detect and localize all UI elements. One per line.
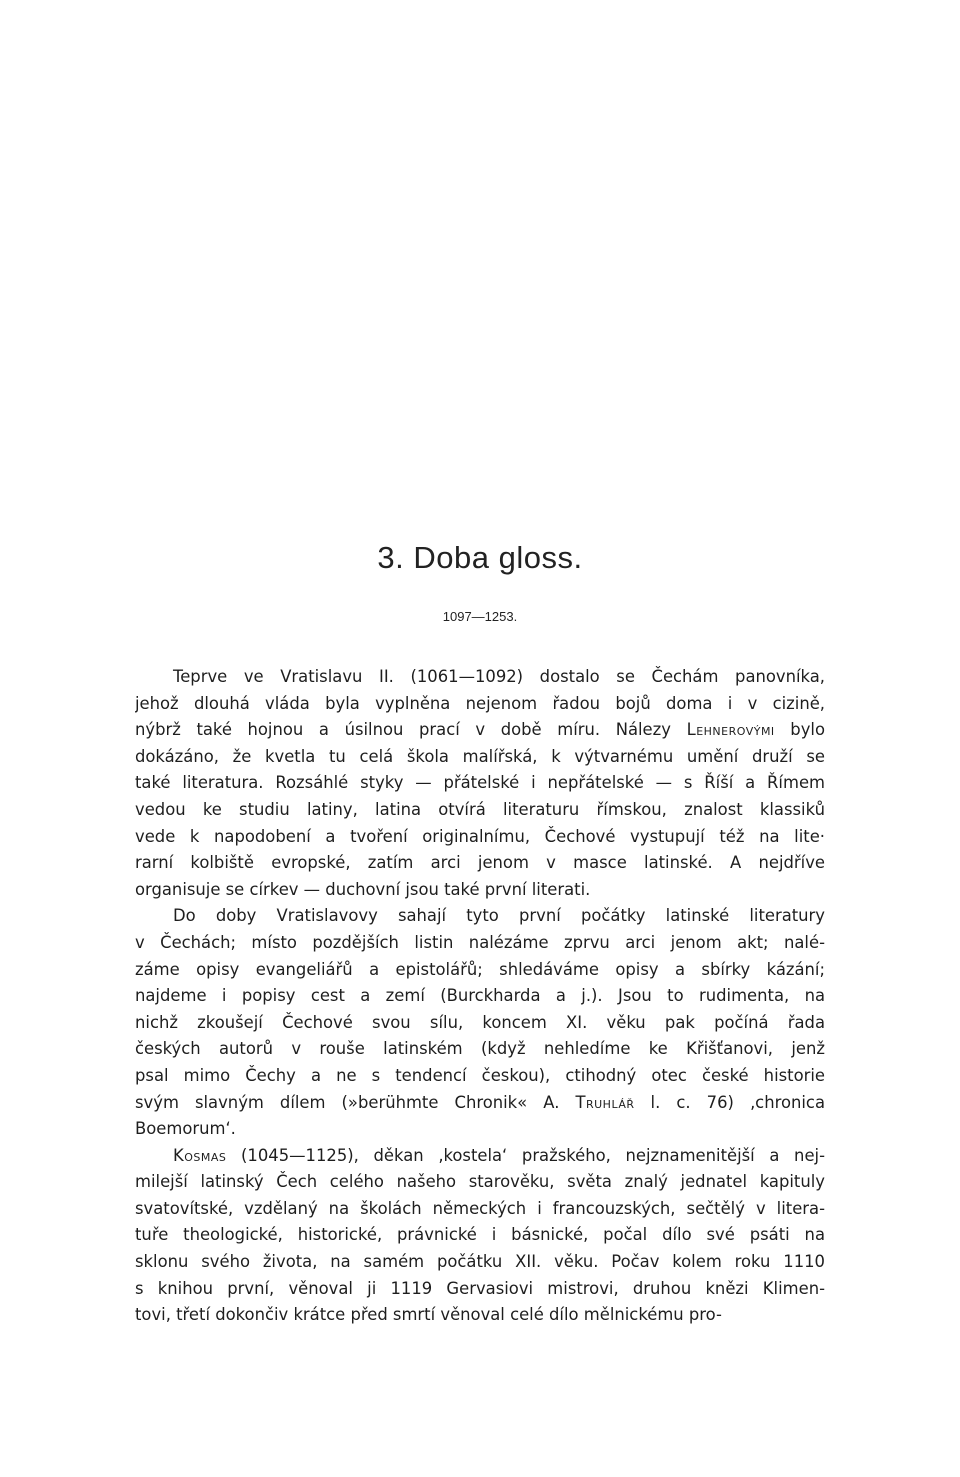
text-line <box>135 1116 825 1143</box>
text-line <box>135 824 825 851</box>
text-line <box>135 691 825 718</box>
text-segment: tovi, třetí dokončiv krátce před smrtí věnoval celé dílo mělnickému pro- <box>135 1305 722 1325</box>
text-segment: psal mimo Čechy a ne s tendencí českou), ctihodný otec české historie <box>135 1065 825 1085</box>
text-segment: českých autorů v rouše latinském (když nehledíme ke Křišťanovi, jenž <box>135 1039 825 1059</box>
text-line <box>135 1063 825 1090</box>
text-segment: tuře theologické, historické, právnické i básnické, počal dílo své psáti na <box>135 1225 825 1245</box>
paragraph <box>135 1143 825 1329</box>
text-segment: Boemorum‘. <box>135 1119 236 1139</box>
text-segment: nichž zkoušejí Čechové svou sílu, koncem XI. věku pak počíná řada <box>135 1012 825 1032</box>
text-segment: najdeme i popisy cest a zemí (Burckharda a j.). Jsou to rudimenta, na <box>135 986 825 1006</box>
paragraph <box>135 664 825 903</box>
text-segment: Do doby Vratislavovy sahají tyto první počátky latinské literatury <box>173 906 825 926</box>
text-segment: (1045—1125), děkan ‚kostela‘ pražského, nejznamenitější a nej- <box>226 1145 825 1165</box>
text-segment: v Čechách; místo pozdějších listin nalézáme zprvu arci jenom akt; nalé- <box>135 932 825 952</box>
text-line <box>135 1010 825 1037</box>
text-line <box>135 1143 825 1170</box>
text-line <box>135 1302 825 1329</box>
text-segment: vedou ke studiu latiny, latina otvírá literaturu římskou, znalost klassiků <box>135 799 825 819</box>
text-line <box>135 1222 825 1249</box>
text-segment: organisuje se církev — duchovní jsou také první literati. <box>135 879 591 899</box>
text-line <box>135 877 825 904</box>
text-line <box>135 797 825 824</box>
text-line <box>135 664 825 691</box>
text-segment: jehož dlouhá vláda byla vyplněna nejenom řadou bojů doma i v cizině, <box>135 693 825 713</box>
body-text <box>135 664 825 1329</box>
text-line <box>135 770 825 797</box>
text-segment: s knihou první, věnoval ji 1119 Gervasiovi mistrovi, druhou knězi Klimen- <box>135 1278 825 1298</box>
text-line <box>135 1036 825 1063</box>
text-line <box>135 1276 825 1303</box>
text-segment: záme opisy evangeliářů a epistolářů; shledáváme opisy a sbírky kázání; <box>135 959 825 979</box>
chapter-title: 3. Doba gloss. <box>377 540 583 575</box>
text-segment: l. c. 76) ‚chronica <box>634 1092 825 1112</box>
text-segment: bylo <box>774 720 825 740</box>
text-segment: rarní kolbiště evropské, zatím arci jenom v masce latinské. A nejdříve <box>135 853 825 873</box>
text-line <box>135 1090 825 1117</box>
text-line <box>135 717 825 744</box>
text-line <box>135 903 825 930</box>
text-segment: Teprve ve Vratislavu II. (1061—1092) dostalo se Čechám panovníka, <box>173 667 825 686</box>
text-segment: vede k napodobení a tvoření originalnímu, Čechové vystupují též na lite· <box>135 826 825 846</box>
text-line <box>135 850 825 877</box>
text-line <box>135 1196 825 1223</box>
text-segment: sklonu svého života, na samém počátku XII. věku. Počav kolem roku 1110 <box>135 1252 825 1272</box>
text-line <box>135 1249 825 1276</box>
paragraph <box>135 903 825 1142</box>
text-line <box>135 957 825 984</box>
text-segment: dokázáno, že kvetla tu celá škola malířská, k výtvarnému umění druží se <box>135 746 825 766</box>
text-line <box>135 1169 825 1196</box>
text-segment: svatovítské, vzdělaný na školách německých i francouzských, sečtělý v litera- <box>135 1198 825 1218</box>
text-segment: také literatura. Rozsáhlé styky — přátelské i nepřátelské — s Říší a Římem <box>135 773 825 793</box>
text-line <box>135 930 825 957</box>
text-line <box>135 983 825 1010</box>
author-name: Truhlář <box>575 1092 635 1112</box>
text-segment: milejší latinský Čech celého našeho starověku, světa znalý jednatel kapituly <box>135 1172 825 1192</box>
text-segment: nýbrž také hojnou a úsilnou prací v době míru. Nálezy <box>135 720 687 740</box>
text-line <box>135 744 825 771</box>
text-segment: svým slavným dílem (»berühmte Chronik« A. <box>135 1092 576 1112</box>
author-name: Lehnerovými <box>686 720 775 740</box>
chapter-dates: 1097—1253. <box>442 609 518 624</box>
author-name: Kosmas <box>173 1145 227 1165</box>
